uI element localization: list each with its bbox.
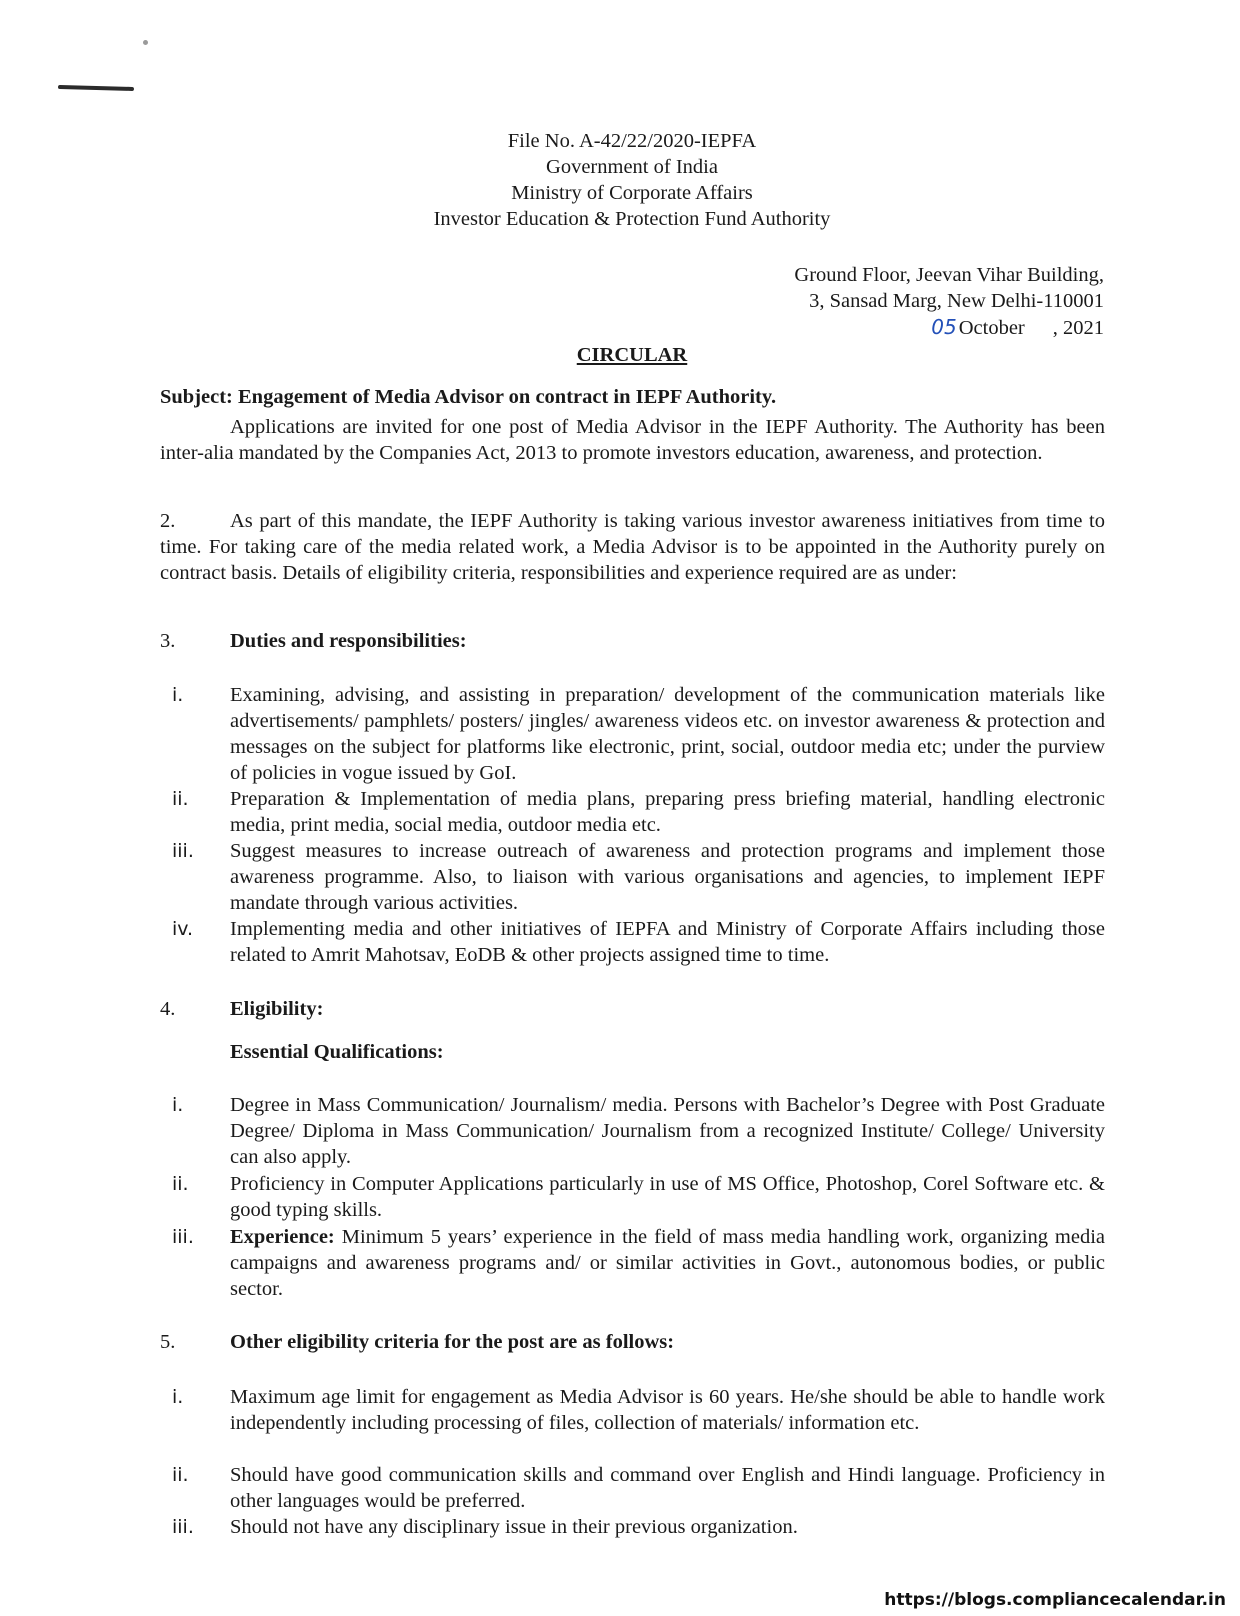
- section-4-heading: [160, 996, 323, 1022]
- list-item: [160, 838, 1105, 916]
- list-item: [160, 1092, 1105, 1170]
- list-item: [160, 682, 1105, 786]
- list-item-number: i.: [172, 684, 184, 706]
- list-item-text: Maximum age limit for engagement as Media Advisor is 60 years. He/she should be able to handle work independently including processing of files, collection of materials/ information etc.: [230, 1386, 1105, 1434]
- page-title: CIRCULAR: [576, 344, 688, 366]
- section-3-title: Duties and responsibilities:: [230, 630, 467, 652]
- watermark-url: https://blogs.compliancecalendar.in: [884, 1590, 1226, 1610]
- list-item-text: Implementing media and other initiatives of IEPFA and Ministry of Corporate Affairs including those related to Amrit Mahotsav, EoDB & other projects assigned time to time.: [230, 918, 1105, 966]
- list-item-text: Examining, advising, and assisting in preparation/ development of the communication materials like advertisements/ pamphlets/ posters/ jingles/ awareness videos etc. on investor awareness & protection and messages on the subject for platforms like electronic, print, social, outdoor media etc; under the purview of policies in vogue issued by GoI.: [230, 684, 1105, 784]
- list-item-number: ii.: [172, 788, 189, 810]
- list-item: [160, 1384, 1105, 1436]
- list-item-number: iii.: [172, 840, 194, 862]
- subject-line: Subject: Engagement of Media Advisor on contract in IEPF Authority.: [160, 386, 777, 408]
- list-item: [160, 1171, 1105, 1223]
- ministry-line: Ministry of Corporate Affairs: [511, 182, 753, 204]
- list-item-text: Suggest measures to increase outreach of awareness and protection programs and implement those awareness programme. Also, to liaison with various organisations and agencies, to implement IEPF mandate through various activities.: [230, 840, 1105, 914]
- list-item-text: Should have good communication skills and command over English and Hindi language. Proficiency in other languages would be preferred.: [230, 1464, 1105, 1512]
- document-header: [0, 128, 1240, 232]
- list-item: [160, 1224, 1105, 1302]
- list-item-number: iii.: [172, 1226, 194, 1248]
- list-item: [160, 1514, 1105, 1540]
- list-item-text: [230, 1224, 1105, 1302]
- paragraph-2-text: As part of this mandate, the IEPF Authority is taking various investor awareness initiatives from time to time. For taking care of the media related work, a Media Advisor is to be appointed in the Authority purely on contract basis. Details of eligibility criteria, responsibilities and experience required are as under:: [160, 510, 1105, 584]
- experience-text: Minimum 5 years’ experience in the field of mass media handling work, organizing media campaigns and awareness programs and/ or similar activities in Govt., autonomous bodies, or public sector.: [230, 1226, 1105, 1300]
- section-4-title: Eligibility:: [230, 998, 324, 1020]
- list-item-number: ii.: [172, 1464, 189, 1486]
- essential-qualifications-heading: Essential Qualifications:: [230, 1041, 444, 1063]
- list-item-number: iv.: [172, 918, 194, 940]
- section-3-number: 3.: [160, 630, 176, 652]
- list-item-text: Proficiency in Computer Applications particularly in use of MS Office, Photoshop, Corel Software etc. & good typing skills.: [230, 1173, 1105, 1221]
- experience-label: Experience:: [230, 1226, 335, 1248]
- file-number: File No. A-42/22/2020-IEPFA: [507, 130, 757, 152]
- list-item-text: Should not have any disciplinary issue in their previous organization.: [230, 1516, 798, 1538]
- list-item-number: i.: [172, 1386, 184, 1408]
- section-3-heading: [160, 628, 467, 654]
- list-item-text: Preparation & Implementation of media plans, preparing press briefing material, handling electronic media, print media, social media, outdoor media etc.: [230, 788, 1105, 836]
- list-item: [160, 916, 1105, 968]
- date-year: , 2021: [1052, 317, 1104, 339]
- list-item-text: Degree in Mass Communication/ Journalism/ media. Persons with Bachelor’s Degree with Post Graduate Degree/ Diploma in Mass Communication/ Journalism from a recognized Institute/ College/ University can also apply.: [230, 1094, 1105, 1168]
- paragraph-1-text: Applications are invited for one post of Media Advisor in the IEPF Authority. The Authority has been inter-alia mandated by the Companies Act, 2013 to promote investors education, awareness, and protection.: [160, 416, 1105, 464]
- paragraph-2: [160, 508, 1105, 586]
- scan-speck: [143, 40, 148, 45]
- scan-pen-mark: [58, 85, 134, 91]
- list-item-number: ii.: [172, 1173, 189, 1195]
- paragraph-2-number: 2.: [160, 510, 176, 532]
- section-5-heading: [160, 1329, 674, 1355]
- section-5-title: Other eligibility criteria for the post are as follows:: [230, 1331, 675, 1353]
- section-5-number: 5.: [160, 1331, 176, 1353]
- address-line-1: Ground Floor, Jeevan Vihar Building,: [794, 264, 1104, 286]
- authority-line: Investor Education & Protection Fund Authority: [433, 208, 831, 230]
- section-4-number: 4.: [160, 998, 176, 1020]
- government-line: Government of India: [546, 156, 718, 178]
- list-item: [160, 1462, 1105, 1514]
- address-line-2: 3, Sansad Marg, New Delhi-110001: [809, 290, 1104, 312]
- list-item-number: iii.: [172, 1516, 194, 1538]
- paragraph-1: [160, 414, 1105, 466]
- handwritten-day: 05: [931, 315, 957, 339]
- list-item-number: i.: [172, 1094, 184, 1116]
- list-item: [160, 786, 1105, 838]
- date-month: October: [958, 317, 1025, 339]
- circular-date: [931, 314, 1104, 341]
- office-address: [794, 262, 1104, 314]
